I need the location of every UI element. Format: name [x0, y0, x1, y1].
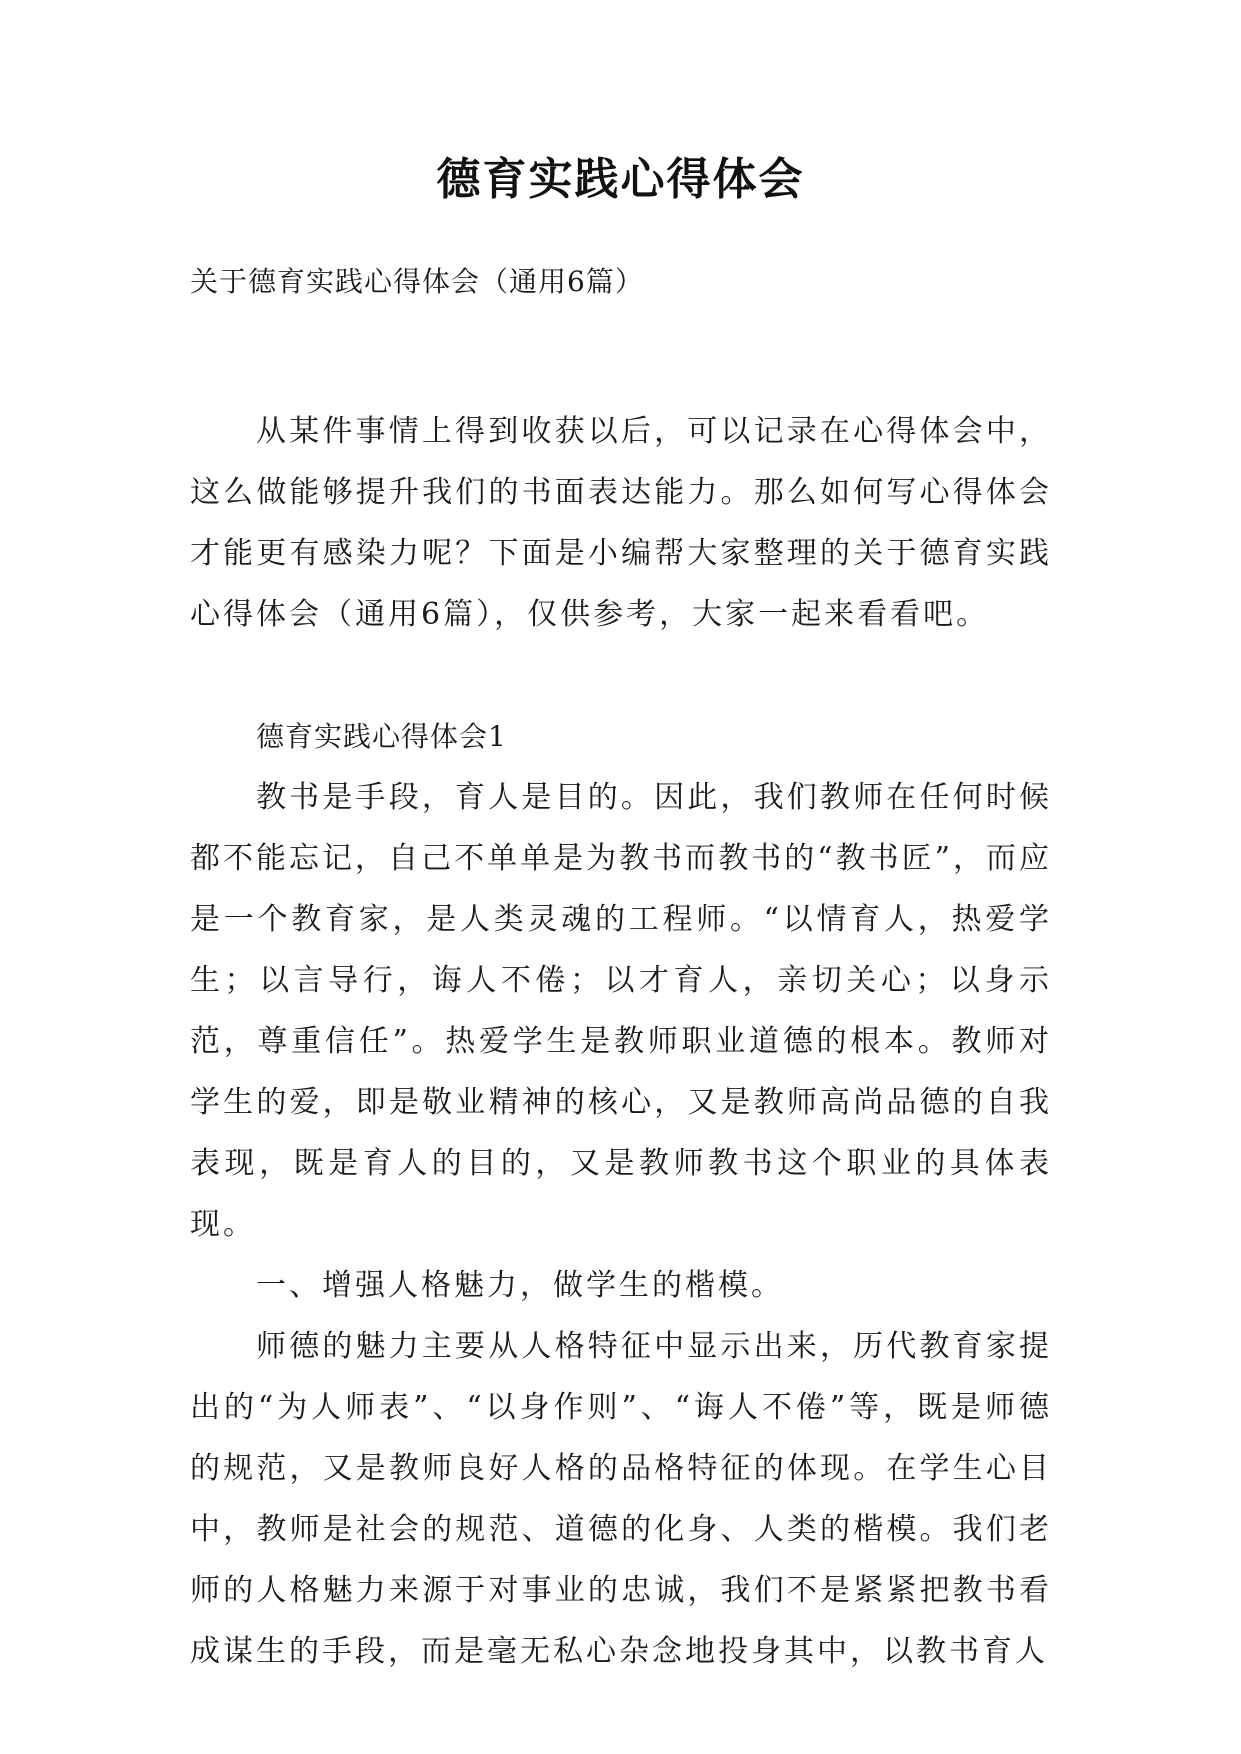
sub-heading: 一、增强人格魅力，做学生的楷模。 — [256, 1268, 784, 1303]
document-body — [190, 401, 1052, 1682]
document-title: 德育实践心得体会 — [436, 154, 805, 205]
document-subtitle: 关于德育实践心得体会（通用6篇） — [190, 265, 644, 298]
intro-paragraph: 从某件事情上得到收获以后，可以记录在心得体会中，这么做能够提升我们的书面表达能力。那么如何写心得体会才能更有感染力呢？下面是小编帮大家整理的关于德育实践心得体会（通用6篇），仅供参考，大家一起来看看吧。 — [190, 414, 1052, 632]
body-paragraph: 教书是手段，育人是目的。因此，我们教师在任何时候都不能忘记，自己不单单是为教书而教书的“教书匠”，而应是一个教育家，是人类灵魂的工程师。“以情育人，热爱学生；以言导行，诲人不倦；以才育人，亲切关心；以身示范，尊重信任”。热爱学生是教师职业道德的根本。教师对学生的爱，即是敬业精神的核心，又是教师高尚品德的自我表现，既是育人的目的，又是教师教书这个职业的具体表现。 — [190, 780, 1052, 1242]
section-heading: 德育实践心得体会1 — [256, 720, 507, 753]
body-paragraph: 师德的魅力主要从人格特征中显示出来，历代教育家提出的“为人师表”、“以身作则”、“诲人不倦”等，既是师德的规范，又是教师良好人格的品格特征的体现。在学生心目中，教师是社会的规范、道德的化身、人类的楷模。我们老师的人格魅力来源于对事业的忠诚，我们不是紧紧把教书看成谋生的手段，而是毫无私心杂念地投身其中，以教书育人 — [190, 1329, 1052, 1669]
